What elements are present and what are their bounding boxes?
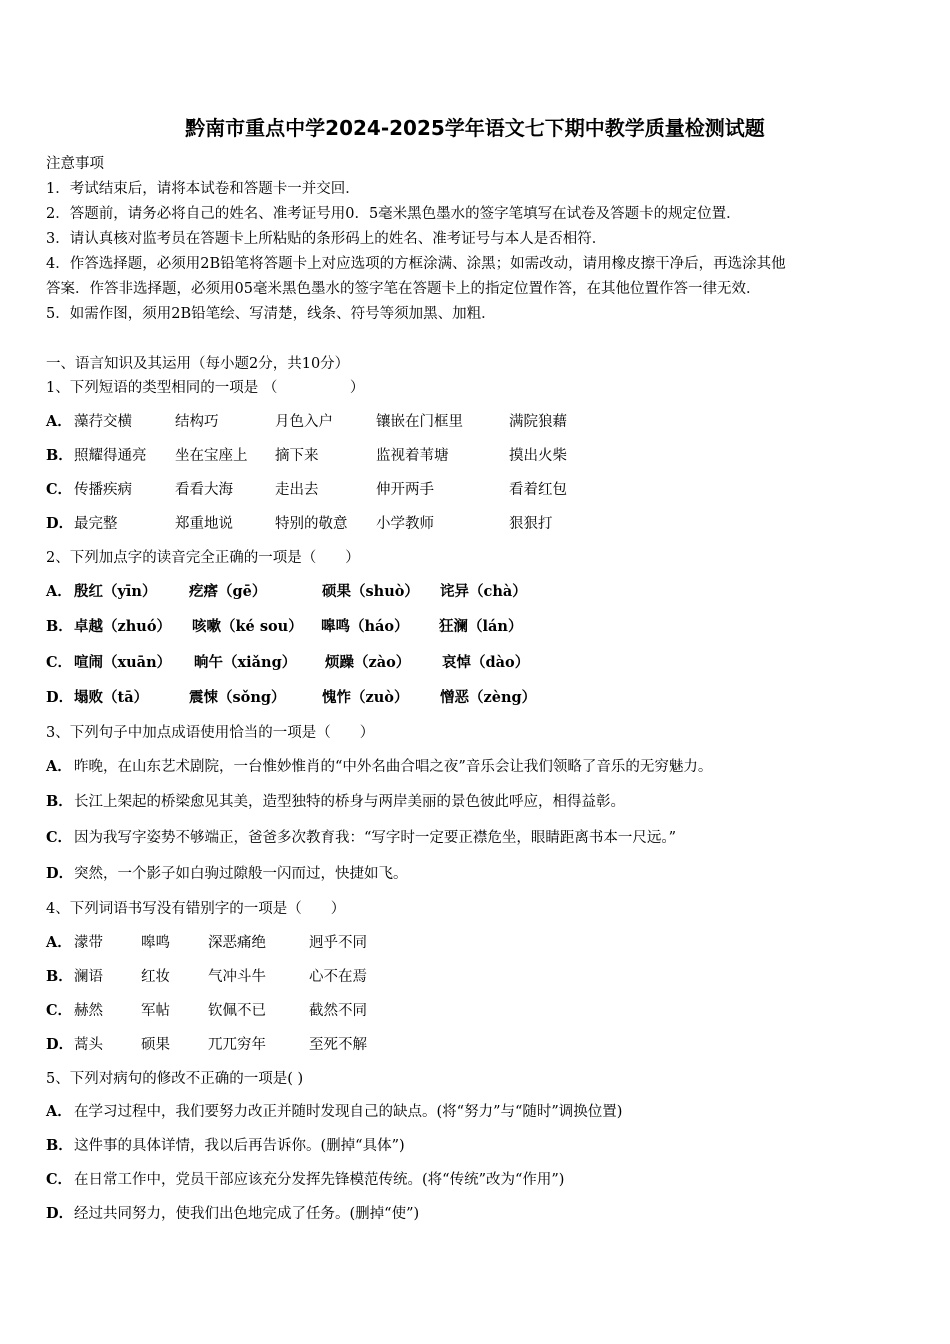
notice-item: 4．作答选择题，必须用2B铅笔将答题卡上对应选项的方框涂满、涂黑；如需改动，请用橡皮擦干净后，再选涂其他 xyxy=(46,256,786,272)
option-letter: A． xyxy=(46,758,72,775)
option-cell: 摘下来 xyxy=(275,448,319,464)
option-cell: 震悚（sǒng） xyxy=(189,689,286,706)
option-cell: 赫然 xyxy=(74,1003,103,1019)
option-cell: 诧异（chà） xyxy=(440,583,527,600)
option-cell: 镶嵌在门框里 xyxy=(376,414,463,430)
option-cell: 红妆 xyxy=(141,969,170,985)
question-stem: 3、下列句子中加点成语使用恰当的一项是（ ） xyxy=(46,725,375,741)
option-letter: B． xyxy=(46,968,73,985)
option-letter: A． xyxy=(46,934,72,951)
option-cell: 特别的敬意 xyxy=(275,516,348,532)
option-text: 昨晚，在山东艺术剧院，一台惟妙惟肖的“中外名曲合唱之夜”音乐会让我们领略了音乐的无穷魅力。 xyxy=(74,759,713,775)
option-letter: D． xyxy=(46,1036,74,1053)
option-cell: 深恶痛绝 xyxy=(208,935,266,951)
notice-item: 答案．作答非选择题，必须用05毫米黑色墨水的签字笔在答题卡上的指定位置作答，在其他位置作答一律无效． xyxy=(46,281,761,297)
option-cell: 传播疾病 xyxy=(74,482,132,498)
option-cell: 卓越（zhuó） xyxy=(74,618,171,635)
option-cell: 狂澜（lán） xyxy=(439,618,523,635)
option-cell: 最完整 xyxy=(74,516,118,532)
option-text: 经过共同努力，使我们出色地完成了任务。(删掉“使”) xyxy=(74,1206,420,1222)
option-cell: 走出去 xyxy=(275,482,319,498)
option-letter: B． xyxy=(46,793,73,810)
option-letter: D． xyxy=(46,515,74,532)
option-cell: 钦佩不已 xyxy=(208,1003,266,1019)
option-cell: 狠狠打 xyxy=(509,516,553,532)
option-cell: 小学教师 xyxy=(376,516,434,532)
option-cell: 愧怍（zuò） xyxy=(322,689,409,706)
option-cell: 军帖 xyxy=(141,1003,170,1019)
option-cell: 伸开两手 xyxy=(376,482,434,498)
notice-item: 5．如需作图，须用2B铅笔绘、写清楚，线条、符号等须加黑、加粗． xyxy=(46,306,496,322)
option-cell: 疙瘩（gē） xyxy=(189,583,267,600)
option-cell: 嗥鸣（háo） xyxy=(321,618,409,635)
option-cell: 看看大海 xyxy=(175,482,233,498)
question-stem: 2、下列加点字的读音完全正确的一项是（ ） xyxy=(46,550,360,566)
question-stem: 5、下列对病句的修改不正确的一项是( ) xyxy=(46,1071,304,1087)
option-cell: 郑重地说 xyxy=(175,516,233,532)
option-letter: C． xyxy=(46,654,73,671)
option-cell: 坐在宝座上 xyxy=(175,448,248,464)
option-cell: 心不在焉 xyxy=(309,969,367,985)
option-cell: 截然不同 xyxy=(309,1003,367,1019)
page-title: 黔南市重点中学2024-2025学年语文七下期中教学质量检测试题 xyxy=(185,116,765,140)
option-letter: A． xyxy=(46,1103,72,1120)
option-text: 长江上架起的桥梁愈见其美，造型独特的桥身与两岸美丽的景色彼此呼应，相得益彰。 xyxy=(74,794,625,810)
option-cell: 嗥鸣 xyxy=(141,935,170,951)
option-cell: 监视着苇塘 xyxy=(376,448,449,464)
option-cell: 澜语 xyxy=(74,969,103,985)
option-cell: 硕果 xyxy=(141,1037,170,1053)
option-cell: 硕果（shuò） xyxy=(322,583,419,600)
option-cell: 塌败（tā） xyxy=(74,689,149,706)
option-cell: 至死不解 xyxy=(309,1037,367,1053)
option-cell: 哀悼（dào） xyxy=(442,654,530,671)
option-cell: 喧闹（xuān） xyxy=(74,654,172,671)
option-letter: C． xyxy=(46,1171,73,1188)
option-cell: 蒿头 xyxy=(74,1037,103,1053)
option-letter: A． xyxy=(46,583,72,600)
notice-item: 1．考试结束后，请将本试卷和答题卡一并交回． xyxy=(46,181,360,197)
option-letter: D． xyxy=(46,1205,74,1222)
question-stem: 4、下列词语书写没有错别字的一项是（ ） xyxy=(46,901,346,917)
option-cell: 烦躁（zào） xyxy=(325,654,411,671)
option-cell: 兀兀穷年 xyxy=(208,1037,266,1053)
option-cell: 濛带 xyxy=(74,935,103,951)
option-text: 因为我写字姿势不够端正，爸爸多次教育我：“写字时一定要正襟危坐，眼睛距离书本一尺远。” xyxy=(74,830,677,846)
option-cell: 月色入户 xyxy=(275,414,333,430)
option-cell: 殷红（yīn） xyxy=(74,583,157,600)
option-letter: A． xyxy=(46,413,72,430)
option-cell: 晌午（xiǎng） xyxy=(194,654,297,671)
option-letter: B． xyxy=(46,1137,73,1154)
option-cell: 照耀得通亮 xyxy=(74,448,147,464)
option-cell: 咳嗽（ké sou） xyxy=(192,618,303,635)
option-letter: C． xyxy=(46,829,73,846)
option-letter: C． xyxy=(46,481,73,498)
section-heading: 一、语言知识及其运用（每小题2分，共10分） xyxy=(46,356,350,372)
option-text: 这件事的具体详情，我以后再告诉你。(删掉“具体”) xyxy=(74,1138,405,1154)
option-text: 突然，一个影子如白驹过隙般一闪而过，快捷如飞。 xyxy=(74,866,408,882)
option-text: 在日常工作中，党员干部应该充分发挥先锋模范传统。(将“传统”改为“作用”) xyxy=(74,1172,565,1188)
option-text: 在学习过程中，我们要努力改正并随时发现自己的缺点。(将“努力”与“随时”调换位置) xyxy=(74,1104,623,1120)
notice-item: 3．请认真核对监考员在答题卡上所粘贴的条形码上的姓名、准考证号与本人是否相符． xyxy=(46,231,607,247)
option-cell: 结构巧 xyxy=(175,414,219,430)
option-letter: D． xyxy=(46,865,74,882)
option-cell: 摸出火柴 xyxy=(509,448,567,464)
option-cell: 憎恶（zèng） xyxy=(440,689,537,706)
option-cell: 藻荇交横 xyxy=(74,414,132,430)
notice-heading: 注意事项 xyxy=(46,156,104,172)
option-cell: 迥乎不同 xyxy=(309,935,367,951)
notice-item: 2．答题前，请务必将自己的姓名、准考证号用0．5毫米黑色墨水的签字笔填写在试卷及答题卡的规定位置． xyxy=(46,206,741,222)
option-letter: B． xyxy=(46,618,73,635)
option-cell: 看着红包 xyxy=(509,482,567,498)
option-cell: 气冲斗牛 xyxy=(208,969,266,985)
option-letter: D． xyxy=(46,689,74,706)
option-cell: 满院狼藉 xyxy=(509,414,567,430)
option-letter: B． xyxy=(46,447,73,464)
question-stem: 1、下列短语的类型相同的一项是 （ ） xyxy=(46,380,365,396)
option-letter: C． xyxy=(46,1002,73,1019)
